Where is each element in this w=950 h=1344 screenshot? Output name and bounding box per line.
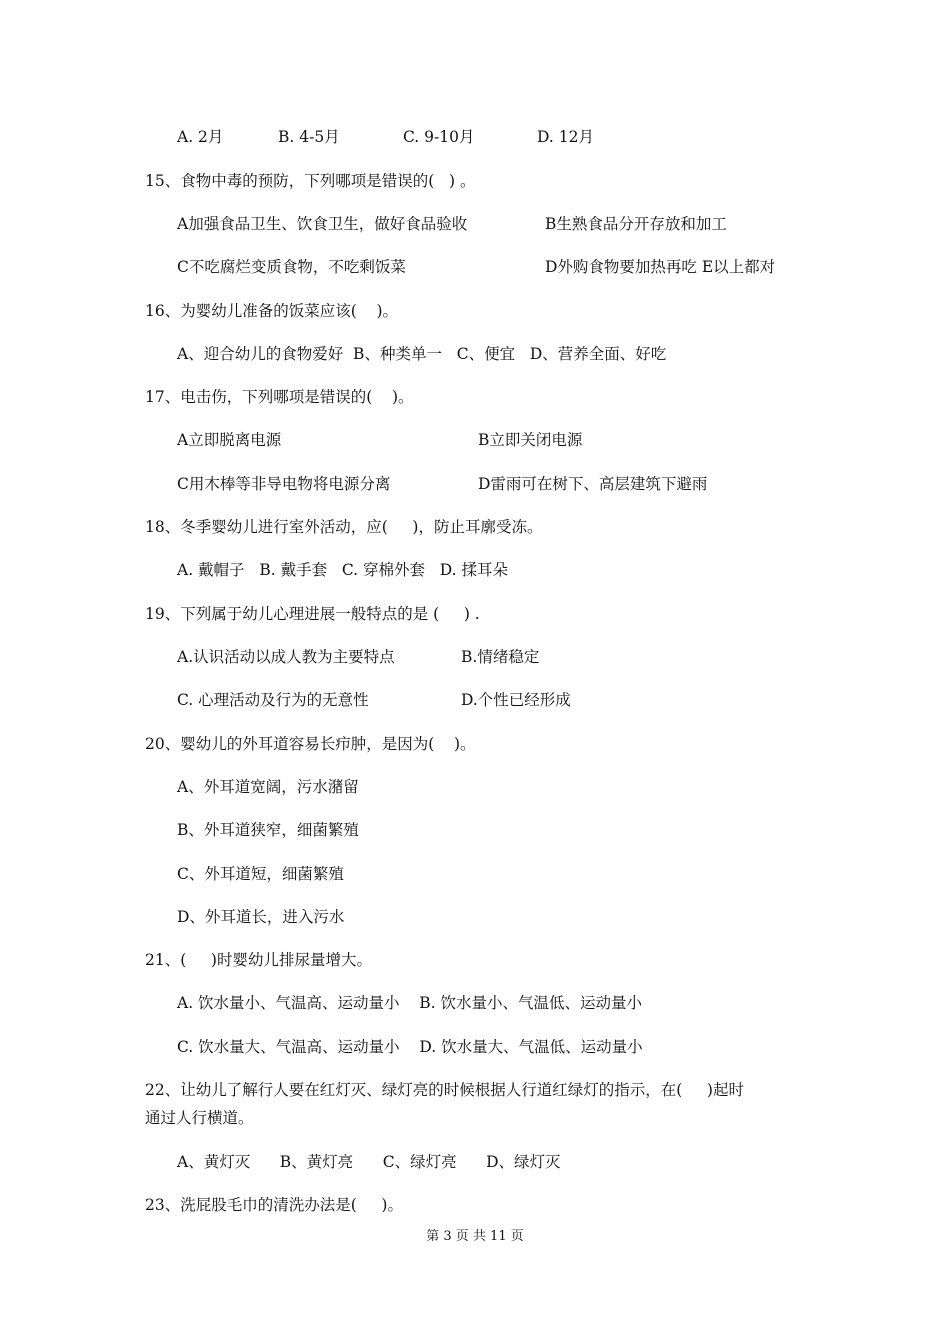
q21-options-cd: C. 饮水量大、气温高、运动量小 D. 饮水量大、气温低、运动量小 (177, 1038, 643, 1056)
q15-option-a: A加强食品卫生、饮食卫生，做好食品验收 (177, 215, 468, 233)
q22-options: A、黄灯灭 B、黄灯亮 C、绿灯亮 D、绿灯灭 (177, 1153, 561, 1171)
q19-option-a: A.认识活动以成人教为主要特点 (177, 648, 395, 666)
question-22-line1: 22、让幼儿了解行人要在红灯灭、绿灯亮的时候根据人行道红绿灯的指示，在( )起时 (145, 1081, 744, 1099)
page-footer: 第 3 页 共 11 页 (426, 1229, 524, 1244)
q14-option-b: B. 4-5月 (278, 128, 340, 146)
q17-option-b: B立即关闭电源 (478, 431, 583, 449)
question-20: 20、婴幼儿的外耳道容易长疖肿，是因为( )。 (145, 735, 476, 753)
q14-option-d: D. 12月 (537, 128, 594, 146)
q16-options: A、迎合幼儿的食物爱好 B、种类单一 C、便宜 D、营养全面、好吃 (177, 345, 667, 363)
question-19: 19、下列属于幼儿心理进展一般特点的是 ( ) . (145, 605, 480, 623)
q20-option-b: B、外耳道狭窄，细菌繁殖 (177, 821, 359, 839)
question-21: 21、( )时婴幼儿排尿量增大。 (145, 951, 372, 969)
q20-option-c: C、外耳道短，细菌繁殖 (177, 865, 344, 883)
q20-option-d: D、外耳道长，进入污水 (177, 908, 345, 926)
q20-option-a: A、外耳道宽阔，污水潴留 (177, 778, 359, 796)
question-17: 17、电击伤，下列哪项是错误的( )。 (145, 388, 414, 406)
q14-option-a: A. 2月 (177, 128, 224, 146)
question-22-line2: 通过人行横道。 (145, 1109, 254, 1127)
question-15: 15、食物中毒的预防，下列哪项是错误的( ) 。 (145, 172, 476, 190)
q17-option-c: C用木棒等非导电物将电源分离 (177, 475, 391, 493)
q19-option-b: B.情绪稳定 (461, 648, 540, 666)
q19-option-c: C. 心理活动及行为的无意性 (177, 691, 369, 709)
q15-option-d: D外购食物要加热再吃 E以上都对 (545, 258, 776, 276)
q17-option-d: D雷雨可在树下、高层建筑下避雨 (478, 475, 708, 493)
q17-option-a: A立即脱离电源 (177, 431, 282, 449)
question-18: 18、冬季婴幼儿进行室外活动，应( )，防止耳廓受冻。 (145, 518, 543, 536)
q14-option-c: C. 9-10月 (403, 128, 475, 146)
q18-options: A. 戴帽子 B. 戴手套 C. 穿棉外套 D. 揉耳朵 (177, 561, 509, 579)
question-16: 16、为婴幼儿准备的饭菜应该( )。 (145, 302, 399, 320)
q19-option-d: D.个性已经形成 (461, 691, 571, 709)
question-23: 23、洗屁股毛巾的清洗办法是( )。 (145, 1196, 403, 1214)
q15-option-c: C不吃腐烂变质食物，不吃剩饭菜 (177, 258, 406, 276)
q21-options-ab: A. 饮水量小、气温高、运动量小 B. 饮水量小、气温低、运动量小 (177, 994, 643, 1012)
q15-option-b: B生熟食品分开存放和加工 (545, 215, 727, 233)
